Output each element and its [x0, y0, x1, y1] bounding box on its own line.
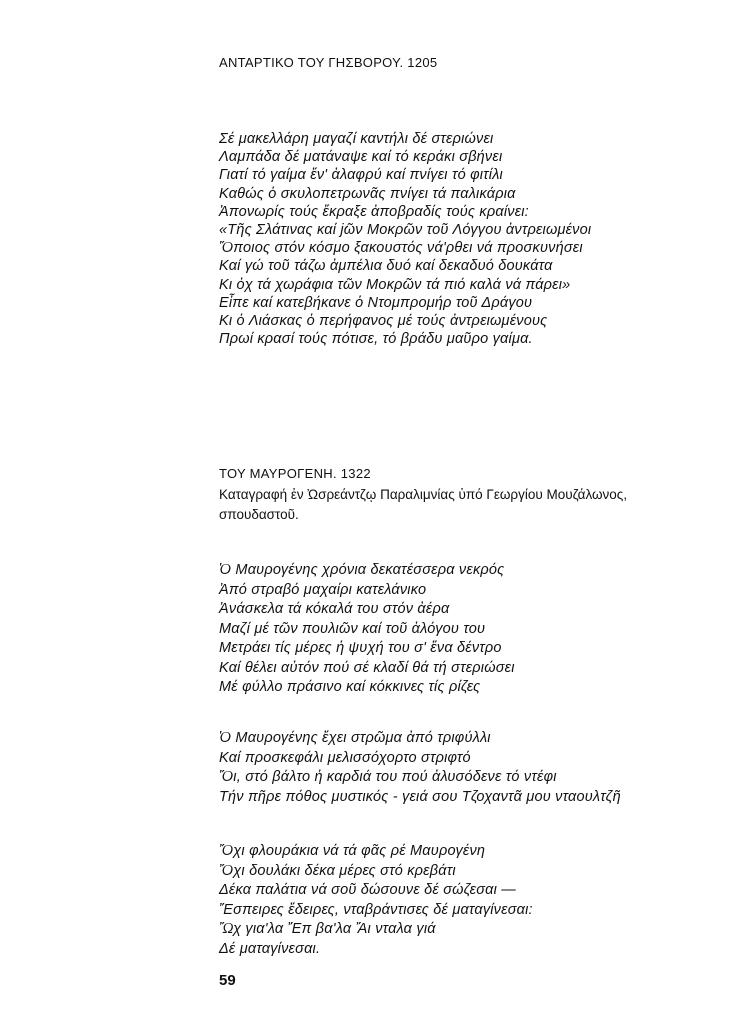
poem-line: Ὁ Μαυρογένης ἔχει στρῶμα ἀπό τριφύλλι [219, 730, 491, 746]
poem-line: Λαμπάδα δέ ματάναψε καί τό κεράκι σβήνει [219, 149, 503, 166]
recording-note-line-1: Καταγραφή ἐν Ὠσρεάντζῳ Παραλιμνίας ὑπό Γεωργίου Μουζάλωνος, [219, 487, 628, 502]
poem-line: Ὅι, στό βάλτο ἡ καρδιά του πού ἀλυσόδενε τό ντέφι [219, 769, 557, 786]
poem-line: Δέκα παλάτια νά σοῦ δώσουνε δέ σώζεσαι — [219, 882, 516, 899]
page-number: 59 [219, 972, 236, 989]
poem-line: Ὁ Μαυρογένης χρόνια δεκατέσσερα νεκρός [219, 562, 505, 578]
poem-line: Καί γώ τοῦ τάζω ἀμπέλια δυό καί δεκαδυό δουκάτα [219, 258, 553, 275]
poem-line: Ὅποιος στόν κόσμο ξακουστός νά'ρθει νά προσκυνήσει [219, 240, 583, 257]
poem-line: Ἀνάσκελα τά κόκαλά του στόν ἀέρα [219, 601, 450, 617]
poem-line: Σέ μακελλάρη μαγαζί καντήλι δέ στεριώνει [219, 131, 494, 147]
poem-line: Μαζί μέ τῶν πουλιῶν καί τοῦ ἀλόγου του [219, 620, 486, 637]
poem-line: Ἔσπειρες ἔδειρες, νταβράντισες δέ ματαγίνεσαι: [219, 901, 533, 918]
poem-line: «Τῆς Σλάτινας καί ϳῶν Μοκρῶν τοῦ Λόγγου ἀντρειωμένοι [219, 222, 592, 239]
poem-line: Τήν πῆρε πόθος μυστικός - γειά σου Τζοχαντᾶ μου νταουλτζῆ [219, 788, 621, 805]
poem-line: Πρωί κρασί τούς πότισε, τό βράδυ μαῦρο γαίμα. [219, 331, 533, 348]
poem-antartiko [219, 130, 591, 348]
poem-line: Εἶπε καί κατεβήκανε ὁ Ντομπρομήρ τοῦ Δράγου [219, 294, 533, 311]
poem-line: Δέ ματαγίνεσαι. [219, 940, 321, 957]
poem-mavrogeni-stanza-1 [219, 561, 515, 698]
poem-line: Μετράει τίς μέρες ἡ ψυχή του σ' ἕνα δέντρο [219, 640, 502, 656]
poem-mavrogeni-stanza-2 [219, 729, 621, 807]
poem-line: Γιατί τό γαίμα ἔν' ἀλαφρύ καί πνίγει τό φιτίλι [219, 167, 503, 184]
poem-line: Ὄχι δουλάκι δέκα μέρες στό κρεβάτι [219, 862, 456, 879]
poem-line: Κι ὀχ τά χωράφια τῶν Μοκρῶν τά πιό καλά νά πάρει» [219, 276, 571, 293]
poem-line: Ἀπό στραβό μαχαίρι κατελάνικο [219, 581, 427, 598]
poem-line: Καί θέλει αὐτόν πού σέ κλαδί θά τή στεριώσει [219, 659, 515, 676]
poem-line: Κι ὁ Λιάσκας ὁ περήφανος μέ τούς ἀντρειωμένους [219, 313, 548, 330]
poem-line: Καθώς ὁ σκυλοπετρωνᾶς πνίγει τά παλικάρια [219, 185, 516, 202]
poem-mavrogeni-stanza-3 [219, 842, 533, 960]
section-title-mavrogeni: ΤΟΥ ΜΑΥΡΟΓΕΝΗ. 1322 [219, 466, 371, 481]
poem-line: Καί προσκεφάλι μελισσόχορτο στριφτό [219, 749, 471, 766]
poem-line: Ὄχι φλουράκια νά τά φᾶς ρέ Μαυρογένη [219, 843, 486, 859]
recording-note-line-2: σπουδαστοῦ. [219, 507, 299, 522]
poem-line: Μέ φύλλο πράσινο καί κόκκινες τίς ρίζες [219, 679, 481, 695]
section-title-antartiko: ΑΝΤΑΡΤΙΚΟ ΤΟΥ ΓΗΣΒΟΡΟΥ. 1205 [219, 55, 438, 70]
poem-line: Ἀπονωρίς τούς ἔκραξε ἀποβραδίς τούς κραίνει: [219, 203, 529, 220]
poem-line: Ὤχ για'λα Ἔπ βα'λα Ἄι νταλα γιά [219, 921, 436, 938]
